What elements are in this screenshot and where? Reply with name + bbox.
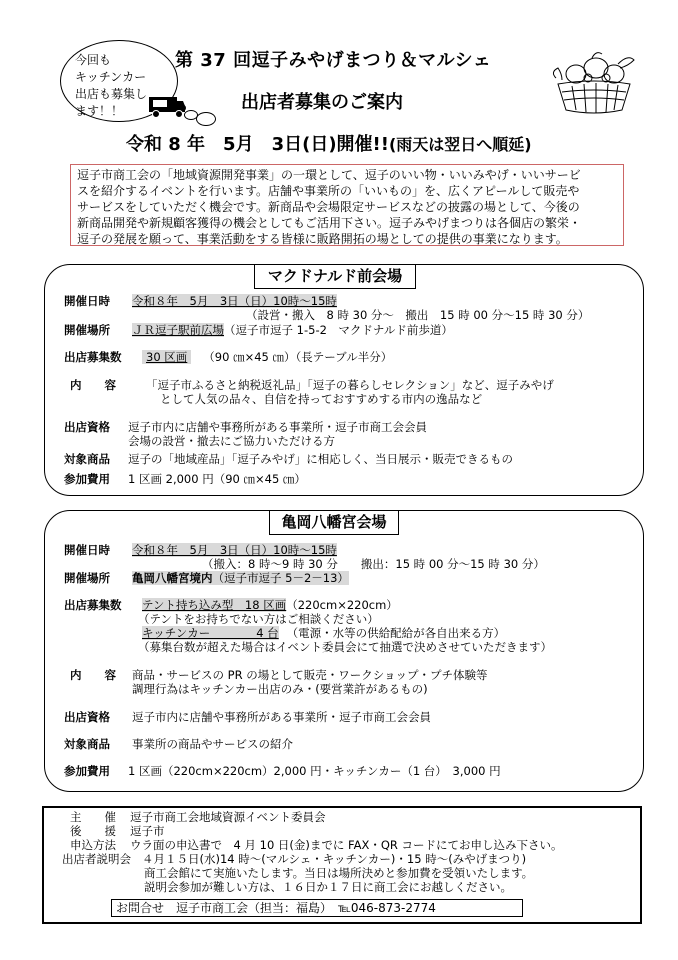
v1-place-detail: （逗子市逗子 1-5-2 マクドナルド前歩道）: [224, 323, 453, 337]
intro-line: サービスをしていただく機会です。新商品や会場限定サービスなどの披露の場として、今後の: [77, 200, 580, 214]
contact-box: お問合せ 逗子市商工会（担当：福島） ℡046-873-2774: [111, 899, 523, 917]
v1-date-row: [64, 294, 337, 309]
v1-content-line: として人気の品々、自信を持っておすすめする市内の逸品など: [160, 392, 483, 406]
basket-illustration: [548, 48, 640, 118]
v1-qual-label: 出店資格: [64, 420, 110, 434]
v2-place-label: 開催場所: [64, 571, 110, 585]
footer-support-label: 後 援: [70, 824, 116, 838]
intro-line: 新商品開発や新規顧客獲得の機会としてもご活用下さい。逗子みやげまつりは各個店の繁栄・: [77, 216, 582, 230]
v2-count-note: （募集台数が超えた場合はイベント委員会にて抽選で決めさせていただきます）: [138, 640, 552, 654]
v1-place-label: 開催場所: [64, 323, 110, 337]
v1-place-value: ＪＲ逗子駅前広場: [132, 323, 224, 337]
footer-briefing-label: 出店者説明会: [62, 852, 131, 866]
v1-content-label: 内 容: [70, 378, 116, 392]
intro-box: [70, 164, 624, 246]
v2-tent-note: （テントをお持ちでない方はご相談ください）: [138, 612, 379, 626]
v2-goods-label: 対象商品: [64, 737, 110, 751]
v1-count-label: 出店募集数: [64, 350, 122, 364]
v2-count-tent-detail: （220cm×220cm）: [286, 598, 398, 612]
v2-place-row: [64, 571, 349, 586]
v1-content-line: 「逗子市ふるさと納税返礼品」「逗子の暮らしセレクション」など、逗子みやげ: [146, 378, 554, 392]
v1-qual-line: 会場の設営・撤去にご協力いただける方: [128, 434, 335, 448]
v2-count-row: [64, 598, 398, 613]
v2-qual-row: [64, 710, 431, 725]
v2-content-line: 商品・サービスの PR の場として販売・ワークショップ・プチ体験等: [132, 668, 488, 682]
v2-count-kitchen: キッチンカー 4 台: [142, 626, 279, 640]
v1-date-value: 令和８年 5月 3日（日）10時～15時: [132, 294, 337, 308]
v2-count-label: 出店募集数: [64, 598, 122, 612]
v1-fee-row: [64, 472, 306, 487]
v1-count-value: 30 区画: [142, 350, 191, 364]
footer-briefing-line: 説明会参加が難しい方は、１６日か１７日に商工会にお越しください。: [144, 880, 512, 894]
v1-qual-line: 逗子市内に店舗や事務所がある事業所・逗子市商工会会員: [128, 420, 427, 434]
v2-date-sub: （搬入：8 時～9 時 30 分 搬出：15 時 00 分～15 時 30 分）: [202, 557, 545, 571]
rain-note: (雨天は翌日へ順延): [388, 135, 532, 154]
v2-fee-row: [64, 764, 501, 779]
footer-briefing-line: 商工会館にて実施いたします。当日は場所決めと参加費を受領いたします。: [144, 866, 534, 880]
v1-goods-row: [64, 452, 513, 467]
bubble-text: 今回も キッチンカー 出店も募集し ます！！: [75, 53, 148, 118]
v2-kitchen-detail: （電源・水等の供給配給が各自出来る方）: [286, 626, 506, 640]
food-truck-icon: [148, 93, 186, 119]
page-title: 第 37 回逗子みやげまつり＆マルシェ: [175, 50, 492, 71]
footer-host-row: [70, 810, 326, 824]
v2-place-detail: （逗子市逗子 5－2－13）: [212, 571, 349, 585]
footer-apply-value: ウラ面の申込書で 4 月 10 日(金)までに FAX・QR コードにてお申し込み下さい。: [130, 838, 563, 852]
footer-briefing-row: [62, 852, 526, 866]
page-subtitle: 出店者募集のご案内: [241, 92, 403, 113]
v1-place-row: [64, 323, 453, 338]
v1-fee-label: 参加費用: [64, 472, 110, 486]
v2-date-row: [64, 543, 337, 558]
intro-line: スを紹介するイベントを行います。店舗や事業所の「いいもの」を、広くアピールして販売や: [77, 184, 580, 198]
v1-date-label: 開催日時: [64, 294, 110, 308]
v2-content-row: [70, 668, 488, 683]
v2-content-label: 内 容: [70, 668, 116, 682]
v2-date-value: 令和８年 5月 3日（日）10時～15時: [132, 543, 337, 557]
v2-qual-value: 逗子市内に店舗や事務所がある事業所・逗子市商工会会員: [132, 710, 431, 724]
bubble-tail: [196, 112, 216, 126]
footer-support-value: 逗子市: [130, 824, 165, 838]
venue-hachimangu-title: 亀岡八幡宮会場: [269, 510, 399, 535]
v2-content-line: 調理行為はキッチンカー出店のみ・(要営業許があるもの): [132, 682, 428, 696]
v2-count-tent: テント持ち込み型 18 区画: [142, 598, 287, 612]
v1-date-sub: （設営・搬入 8 時 30 分～ 搬出 15 時 00 分～15 時 30 分）: [246, 308, 590, 322]
v2-qual-label: 出店資格: [64, 710, 110, 724]
v2-goods-value: 事業所の商品やサービスの紹介: [132, 737, 293, 751]
footer-apply-label: 申込方法: [70, 838, 116, 852]
footer-briefing-value: ４月１５日(水)14 時～(マルシェ・キッチンカー)・15 時～(みやげまつり): [142, 852, 527, 866]
v2-fee-label: 参加費用: [64, 764, 110, 778]
v2-place-value: 亀岡八幡宮境内: [132, 571, 213, 585]
venue-mcdonalds-title: マクドナルド前会場: [254, 264, 416, 289]
intro-line: 逗子の発展を願って、事業活動をする皆様に販路開拓の場としての提供の事業になります。: [77, 232, 568, 246]
v1-count-row: [64, 350, 392, 365]
event-date-main: 令和 8 年 5月 3日(日)開催!!: [126, 134, 389, 155]
v1-content-row: [70, 378, 554, 393]
v1-goods-value: 逗子の「地域産品」「逗子みやげ」に相応しく、当日展示・販売できるもの: [128, 452, 514, 466]
v1-count-detail: （90 ㎝×45 ㎝）（長テーブル半分）: [203, 350, 393, 364]
footer-support-row: [70, 824, 165, 838]
v2-date-label: 開催日時: [64, 543, 110, 557]
footer-host-label: 主 催: [70, 810, 116, 824]
v1-qual-row: [64, 420, 427, 435]
footer-host-value: 逗子市商工会地域資源イベント委員会: [130, 810, 326, 824]
v2-fee-value: 1 区画（220cm×220cm）2,000 円・キッチンカー（1 台） 3,000 円: [128, 764, 501, 778]
v1-goods-label: 対象商品: [64, 452, 110, 466]
v2-kitchen-row: [142, 626, 505, 641]
footer-apply-row: [70, 838, 563, 852]
event-date: [126, 130, 532, 156]
v2-goods-row: [64, 737, 293, 752]
v1-fee-value: 1 区画 2,000 円（90 ㎝×45 ㎝）: [128, 472, 306, 486]
intro-line: 逗子市商工会の「地域資源開発事業」の一環として、逗子のいい物・いいみやげ・いいサービ: [77, 168, 581, 182]
